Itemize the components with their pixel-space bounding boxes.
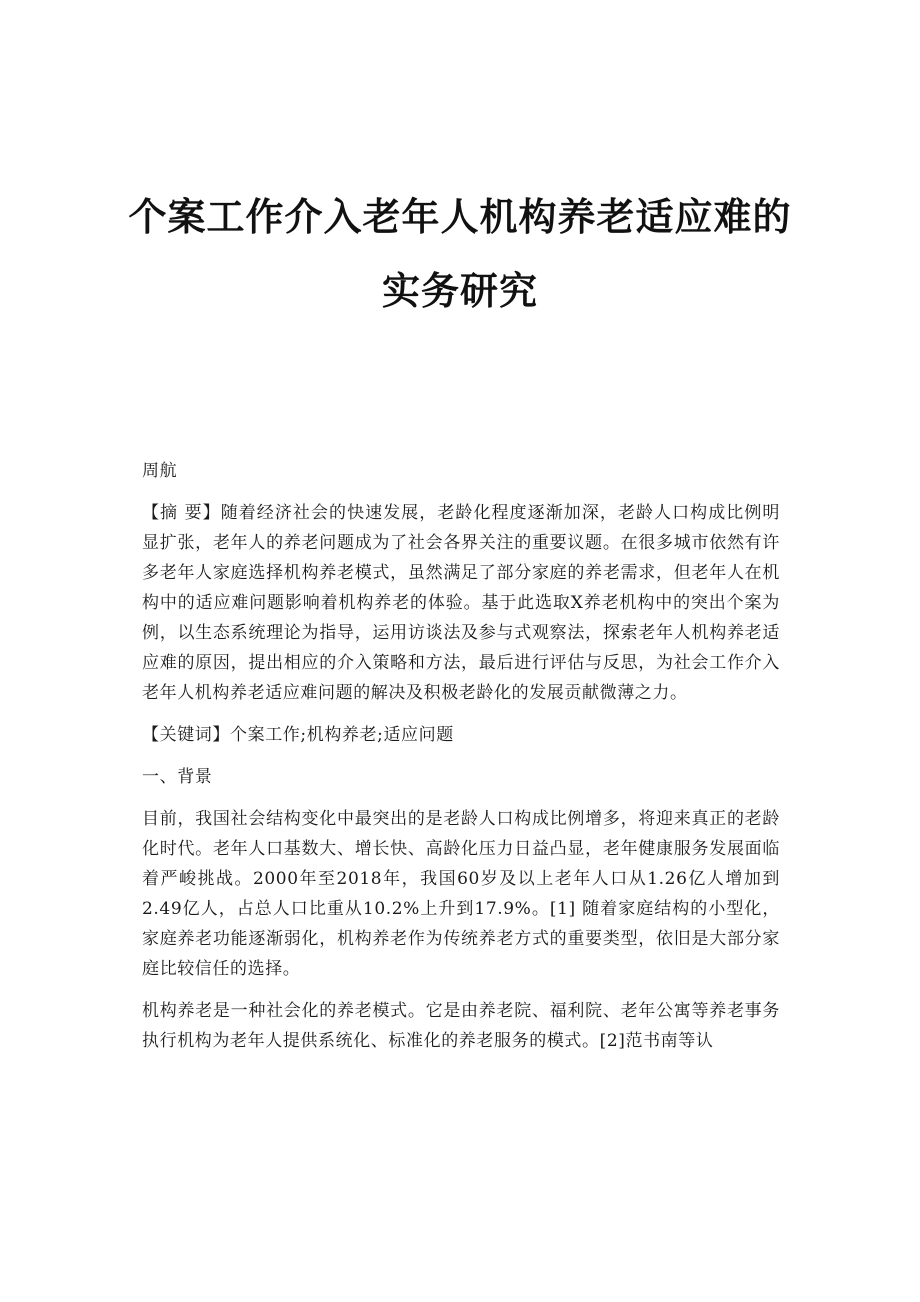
keywords-text: 个案工作;机构养老;适应问题 — [230, 725, 454, 745]
abstract-text: 随着经济社会的快速发展，老龄化程度逐渐加深，老龄人口构成比例明显扩张，老年人的养老问题成为了社会各界关注的重要议题。在很多城市依然有许多老年人家庭选择机构养老模式，虽然满足了部分家庭的养老需求，但老年人在机构中的适应难问题影响着机构养老的体验。基于此选取X养老机构中的突出个案为例，以生态系统理论为指导，运用访谈法及参与式观察法，探索老年人机构养老适应难的原因，提出相应的介入策略和方法，最后进行评估与反思，为社会工作介入老年人机构养老适应难问题的解决及积极老龄化的发展贡献微薄之力。 — [142, 503, 780, 703]
abstract-label: 【摘 要】 — [142, 503, 221, 523]
abstract-paragraph — [142, 498, 780, 708]
paper-title-line-2: 实务研究 — [381, 269, 538, 313]
background-paragraph-2: 机构养老是一种社会化的养老模式。它是由养老院、福利院、老年公寓等养老事务执行机构为老年人提供系统化、标准化的养老服务的模式。[2]范书南等认 — [142, 1001, 780, 1051]
keywords-label: 【关键词】 — [142, 725, 230, 745]
section-heading: 一、背景 — [142, 767, 213, 787]
background-paragraph-1: 目前，我国社会结构变化中最突出的是老龄人口构成比例增多，将迎来真正的老龄化时代。老年人口基数大、增长快、高龄化压力日益凸显，老年健康服务发展面临着严峻挑战。2000年至2018年，我国60岁及以上老年人口从1.26亿人增加到2.49亿人，占总人口比重从10.2%上升到17.9%。[1] 随着家庭结构的小型化，家庭养老功能逐渐弱化，机构养老作为传统养老方式的重要类型，依旧是大部分家庭比较信任的选择。 — [142, 809, 780, 979]
paper-body — [142, 456, 780, 1068]
author-name: 周航 — [142, 461, 178, 481]
paper-title-line-1: 个案工作介入老年人机构养老适应难的 — [128, 195, 792, 239]
keywords-paragraph — [142, 720, 780, 750]
